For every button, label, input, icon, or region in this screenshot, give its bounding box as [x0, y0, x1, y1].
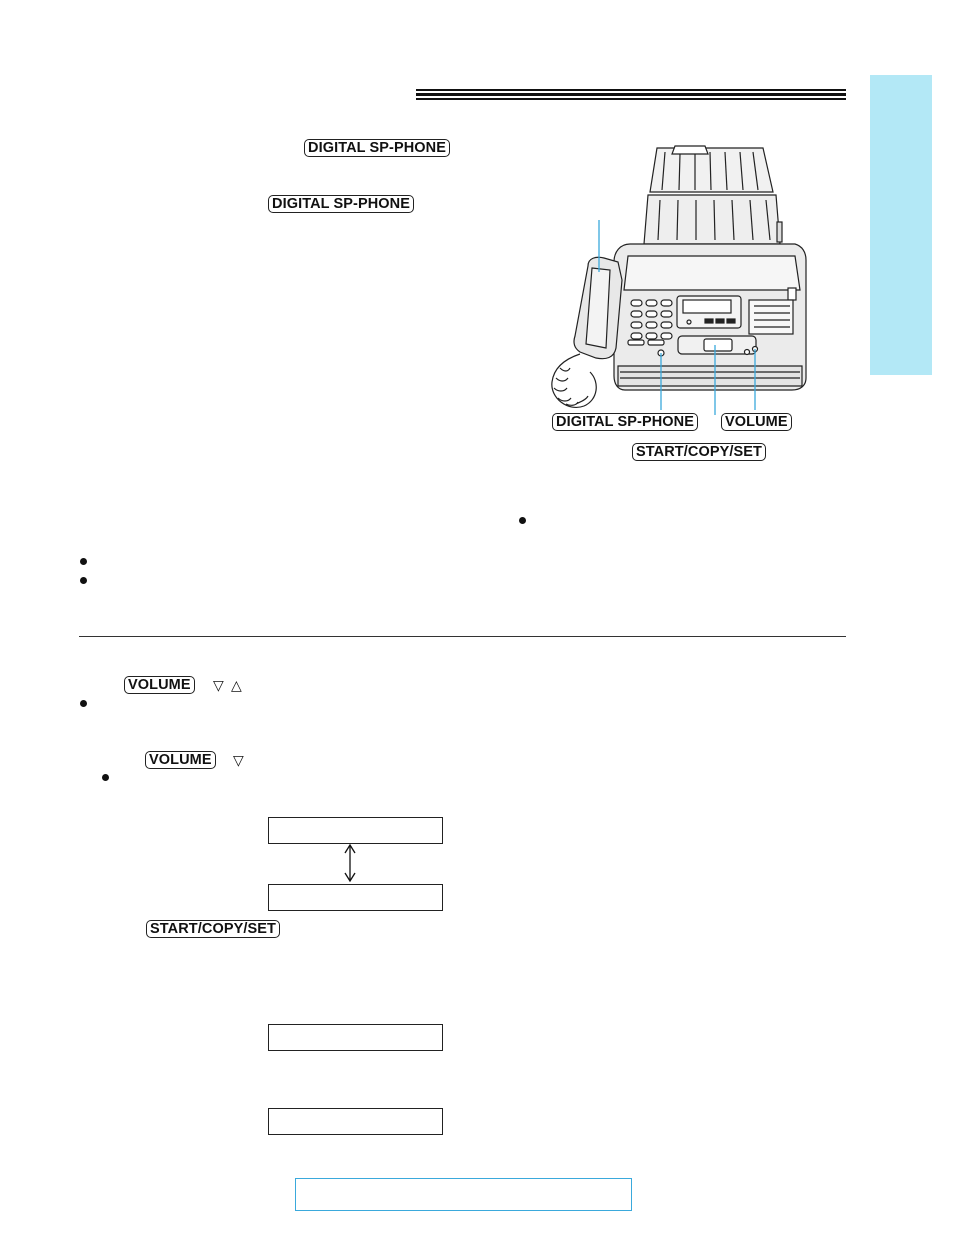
fax-machine-illustration: [540, 140, 810, 415]
bullet: [80, 700, 87, 707]
volume-key: VOLUME: [145, 751, 216, 769]
bullet: [80, 558, 87, 565]
display-box: [268, 1108, 443, 1135]
illus-volume-key: VOLUME: [721, 413, 792, 431]
display-box: [268, 1024, 443, 1051]
section-divider: [79, 636, 846, 637]
volume-up-symbol: △: [231, 677, 242, 693]
volume-key: VOLUME: [124, 676, 195, 694]
digital-sp-phone-key: DIGITAL SP-PHONE: [304, 139, 450, 157]
illus-digital-sp-phone-key: DIGITAL SP-PHONE: [552, 413, 698, 431]
volume-down-symbol: ▽: [213, 677, 224, 693]
digital-sp-phone-key: DIGITAL SP-PHONE: [268, 195, 414, 213]
illus-start-copy-set-key: START/COPY/SET: [632, 443, 766, 461]
start-copy-set-key: START/COPY/SET: [146, 920, 280, 938]
section-side-tab: [870, 75, 932, 375]
volume-down-symbol: ▽: [233, 752, 244, 768]
header-rule: [416, 89, 846, 101]
display-box: [268, 884, 443, 911]
footer-box: [295, 1178, 632, 1211]
display-box: [268, 817, 443, 844]
up-down-arrow-icon: [343, 843, 357, 883]
bullet: [102, 774, 109, 781]
bullet: [80, 577, 87, 584]
bullet: [519, 517, 526, 524]
